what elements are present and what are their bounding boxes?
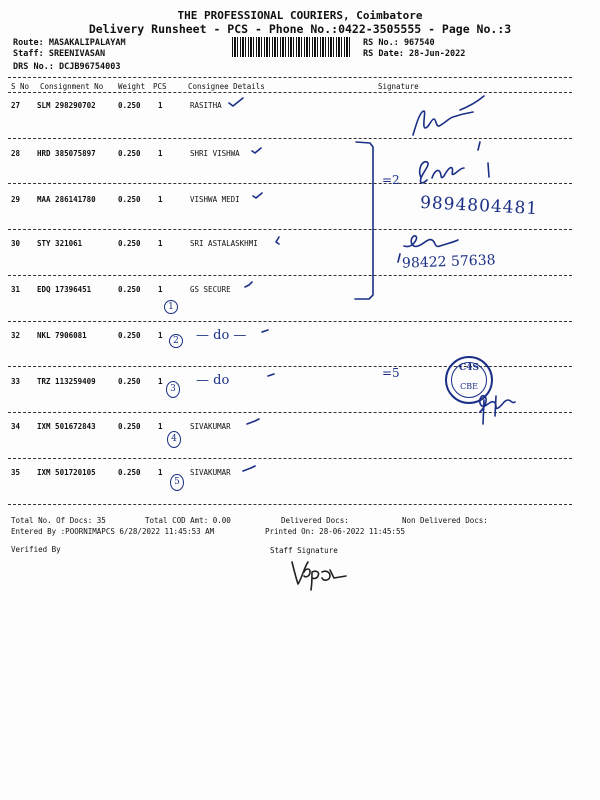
row-sno: 32 [11,331,21,340]
circled-number: 3 [166,381,180,398]
row-pcs: 1 [158,285,163,294]
ditto-mark: — do [196,373,230,388]
row-consignment: NKL 7906081 [37,331,87,340]
runsheet-subtitle: Delivery Runsheet - PCS - Phone No.:0422-3505555 - Page No.:3 [88,22,512,36]
row-weight: 0.250 [118,149,141,158]
row-weight: 0.250 [118,239,141,248]
col-header-consignee: Consignee Details [188,82,265,91]
route-label: Route: MASAKALIPALAYAM [13,38,126,48]
handwritten-phone: 9894804481 [419,192,539,220]
row-pcs: 1 [158,377,163,386]
total-docs: Total No. Of Docs: 35 [11,516,106,525]
row-consignee: VISHWA MEDI [190,195,240,204]
stamp-text-bottom: CBE [460,382,478,391]
row-consignment: IXM 501720105 [37,468,96,477]
row-sno: 28 [11,149,21,158]
entered-by: Entered By :POORNIMAPCS 6/28/2022 11:45:53 AM [11,527,215,536]
tick-mark [243,466,255,471]
row-weight: 0.250 [118,422,141,431]
row-consignment: MAA 286141780 [37,195,96,204]
row-pcs: 1 [158,149,163,158]
tick-mark [229,98,243,106]
verified-by-label: Verified By [11,545,61,554]
col-header-signature: Signature [378,82,419,91]
signature-stroke [413,111,473,135]
row-divider [8,183,572,184]
row-pcs: 1 [158,331,163,340]
col-header-pcs: PCS [153,82,167,91]
company-title: THE PROFESSIONAL COURIERS, Coimbatore [177,9,423,22]
signature-stroke [480,396,515,412]
staff-signature-label: Staff Signature [270,546,338,555]
row-sno: 33 [11,377,21,386]
header-rule [8,77,572,78]
row-consignee: SRI ASTALASKHMI [190,239,258,248]
signature-stroke [292,562,308,584]
row-consignment: SLM 298290702 [37,101,96,110]
signature-stroke [398,254,400,262]
tick-mark [245,282,252,287]
handwritten-phone: 98422 57638 [401,252,496,272]
signature-stroke [460,96,484,110]
delivered-docs: Delivered Docs: [281,516,349,525]
row-consignment: EDQ 17396451 [37,285,92,294]
signature-stroke [432,168,464,178]
handwritten-mark: =5 [382,366,400,380]
row-consignee: GS SECURE [190,285,231,294]
row-consignee: SHRI VISHWA [190,149,240,158]
row-pcs: 1 [158,101,163,110]
row-weight: 0.250 [118,285,141,294]
signature-stroke [478,142,489,177]
row-weight: 0.250 [118,468,141,477]
drs-number: DRS No.: DCJB96754003 [13,62,121,72]
tick-mark [262,330,268,332]
signature-stroke [420,162,428,183]
tick-mark [247,419,259,424]
row-sno: 29 [11,195,21,204]
row-divider [8,504,572,505]
row-pcs: 1 [158,195,163,204]
rs-number: RS No.: 967540 [363,38,435,48]
col-header-weight: Weight [118,82,146,91]
circled-number: 2 [169,334,183,348]
row-consignee: SIVAKUMAR [190,422,231,431]
row-weight: 0.250 [118,331,141,340]
row-divider [8,412,572,413]
row-divider [8,229,572,230]
row-divider [8,458,572,459]
ditto-mark: — do — [196,328,247,343]
rs-date: RS Date: 28-Jun-2022 [363,49,466,59]
staff-label: Staff: SREENIVASAN [13,49,106,59]
circled-number: 5 [170,474,184,491]
row-consignment: TRZ 113259409 [37,377,96,386]
row-pcs: 1 [158,468,163,477]
row-consignment: HRD 385075897 [37,149,96,158]
stamp-text-top: C4S [459,363,479,373]
row-consignment: IXM 501672843 [37,422,96,431]
total-cod: Total COD Amt: 0.00 [145,516,231,525]
circled-number: 1 [164,300,178,314]
row-sno: 27 [11,101,21,110]
signature-stroke [483,396,496,424]
row-consignee: RASITHA [190,101,222,110]
row-weight: 0.250 [118,195,141,204]
tick-mark [253,193,262,198]
row-divider [8,275,572,276]
row-consignment: STY 321061 [37,239,83,248]
row-weight: 0.250 [118,377,141,386]
signature-stroke [304,569,346,590]
signature-stroke [404,236,458,247]
courier-stamp [445,356,493,404]
row-consignee: SIVAKUMAR [190,468,231,477]
handwritten-mark: =2 [382,173,400,187]
col-header-sno: S No [11,82,30,91]
printed-on: Printed On: 28-06-2022 11:45:55 [265,527,405,536]
col-header-consignment: Consignment No [40,82,104,91]
header-rule-bottom [8,92,572,93]
tick-mark [276,237,279,244]
row-sno: 31 [11,285,21,294]
circled-number: 4 [167,431,181,448]
row-divider [8,321,572,322]
row-weight: 0.250 [118,101,141,110]
row-pcs: 1 [158,422,163,431]
non-delivered-docs: Non Delivered Docs: [402,516,488,525]
tick-mark [252,148,261,153]
tick-mark [268,374,274,376]
row-sno: 30 [11,239,21,248]
row-sno: 34 [11,422,21,431]
row-pcs: 1 [158,239,163,248]
barcode [232,37,350,57]
row-sno: 35 [11,468,21,477]
row-divider [8,138,572,139]
